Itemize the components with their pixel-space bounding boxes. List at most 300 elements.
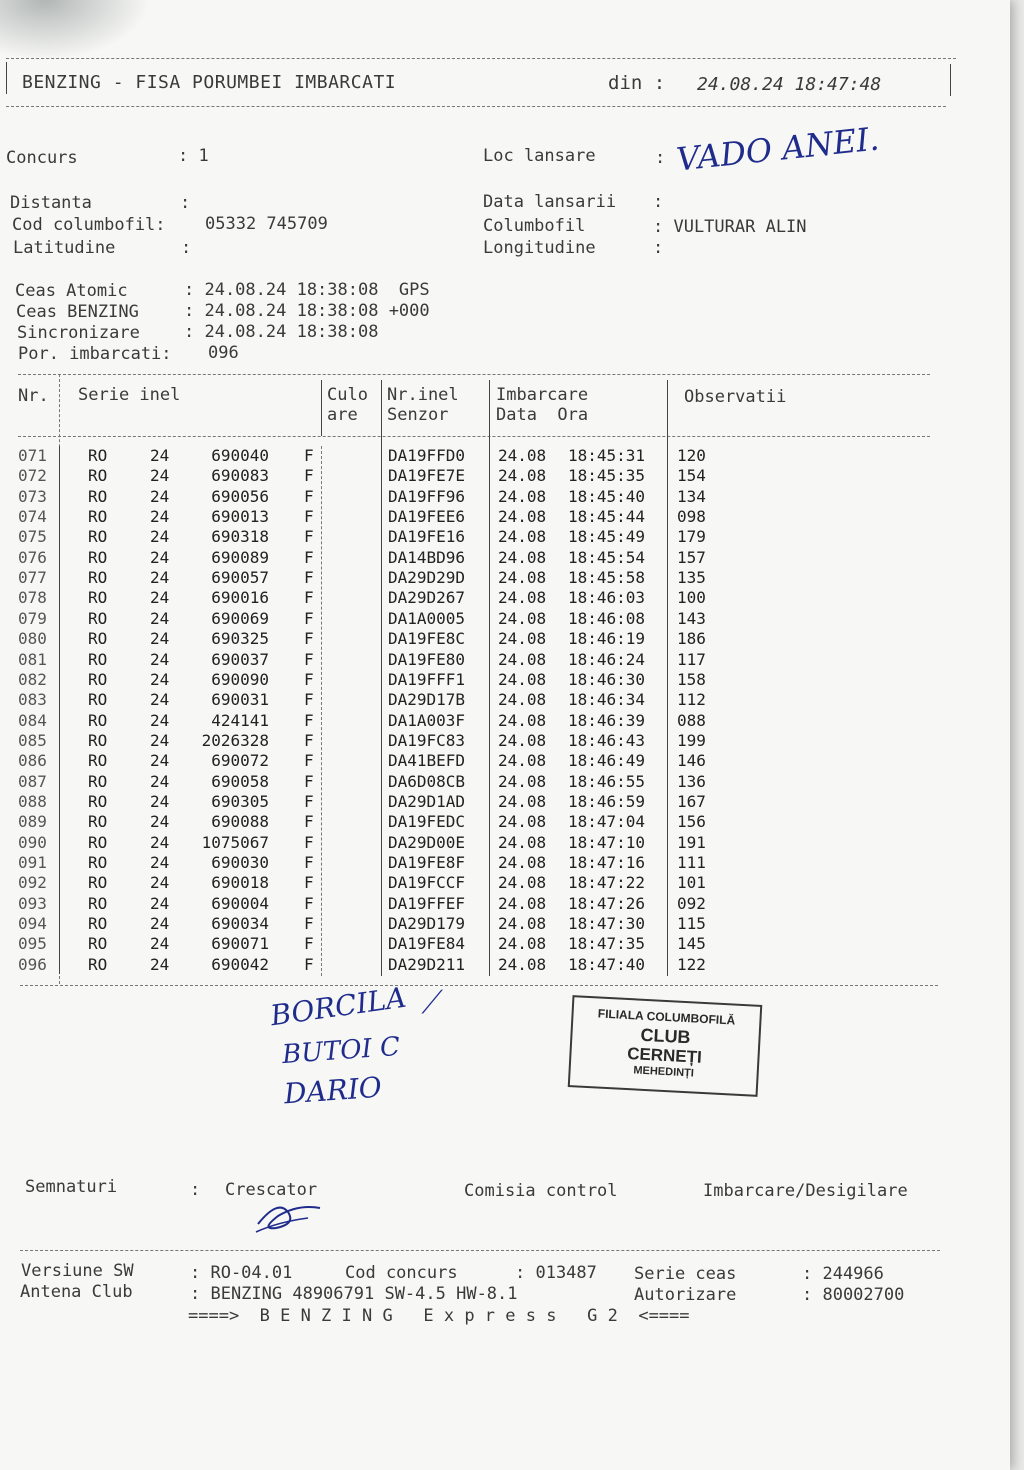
ring-country: RO	[88, 629, 108, 649]
observation: 179	[677, 527, 706, 547]
semnaturi-label: Semnaturi	[25, 1177, 118, 1197]
col-header-culoare-1: Culo	[327, 385, 368, 405]
pigeon-sex: F	[304, 486, 314, 506]
stamp-line-1: FILIALA COLUMBOFILĂ	[597, 1006, 736, 1028]
ring-year: 24	[150, 893, 170, 913]
pigeon-sex: F	[304, 853, 314, 872]
ring-number: 2026328	[201, 730, 269, 750]
pigeon-sex: F	[304, 507, 314, 527]
ring-country: RO	[88, 730, 108, 750]
table-row	[0, 812, 760, 832]
row-number: 086	[18, 751, 47, 771]
table-row	[0, 650, 760, 670]
ring-year: 24	[150, 853, 170, 872]
col-header-imbarcare-1: Imbarcare	[496, 385, 589, 405]
handwritten-initials-1: ⟋	[417, 984, 442, 1021]
crescator-label: Crescator	[225, 1180, 318, 1200]
pigeon-sex: F	[304, 446, 314, 465]
table-row	[0, 527, 760, 547]
pigeon-sex: F	[304, 832, 314, 852]
ring-number: 690088	[211, 812, 269, 832]
ring-year: 24	[150, 832, 170, 852]
boarding-date: 24.08	[498, 527, 547, 547]
stamp-line-4: MEHEDINȚI	[633, 1064, 695, 1080]
ring-year: 24	[150, 751, 170, 771]
longitudine-label: Longitudine	[483, 238, 596, 258]
ring-number: 690030	[211, 853, 269, 872]
pigeon-sex: F	[304, 608, 314, 628]
ring-country: RO	[88, 853, 108, 872]
loc-lansare-label: Loc lansare	[483, 146, 596, 166]
ring-country: RO	[88, 588, 108, 608]
boarding-date: 24.08	[498, 812, 547, 832]
observation: 191	[677, 832, 706, 852]
ring-country: RO	[88, 690, 108, 710]
pigeon-sex: F	[304, 954, 314, 974]
boarding-time: 18:47:40	[568, 954, 646, 974]
sensor-id: DA19FE7E	[388, 466, 466, 486]
ring-number: 690305	[211, 791, 269, 811]
loc-lansare-handwritten: VADO ANEI.	[674, 119, 881, 179]
observation: 112	[677, 690, 706, 710]
ring-number: 424141	[211, 710, 269, 730]
table-row	[0, 772, 760, 792]
sensor-id: DA19FFEF	[388, 893, 466, 913]
observation: 092	[677, 893, 706, 913]
pigeon-sex: F	[304, 527, 314, 547]
sensor-id: DA29D1AD	[388, 791, 466, 811]
row-number: 096	[18, 954, 47, 974]
sensor-id: DA19FE84	[388, 934, 466, 954]
boarding-date: 24.08	[498, 446, 547, 465]
row-number: 090	[18, 832, 47, 852]
boarding-time: 18:47:30	[568, 914, 646, 934]
observation: 117	[677, 649, 706, 669]
boarding-date: 24.08	[498, 649, 547, 669]
ring-year: 24	[150, 690, 170, 710]
observation: 146	[677, 751, 706, 771]
header-top-border	[6, 58, 956, 59]
ring-number: 690037	[211, 649, 269, 669]
table-row	[0, 446, 760, 466]
pigeon-sex: F	[304, 690, 314, 710]
serie-ceas-value: : 244966	[802, 1264, 884, 1284]
ring-country: RO	[88, 893, 108, 913]
sensor-id: DA19FCCF	[388, 873, 466, 893]
serie-ceas-label: Serie ceas	[634, 1264, 737, 1284]
handwritten-name-1: BORCILA	[268, 980, 409, 1033]
sensor-id: DA6D08CB	[388, 771, 466, 791]
col-header-nr: Nr.	[18, 386, 49, 406]
ring-number: 690031	[211, 690, 269, 710]
sensor-id: DA29D267	[388, 588, 466, 608]
ceas-atomic-label: Ceas Atomic	[15, 281, 128, 301]
boarding-date: 24.08	[498, 853, 547, 872]
ring-year: 24	[150, 446, 170, 465]
distanta-value: :	[180, 193, 191, 213]
ceas-benzing-value: : 24.08.24 18:38:08 +000	[184, 301, 430, 321]
row-number: 092	[18, 873, 47, 893]
row-number: 072	[18, 466, 47, 486]
boarding-time: 18:45:44	[568, 507, 646, 527]
boarding-time: 18:46:19	[568, 629, 646, 649]
boarding-time: 18:46:59	[568, 791, 646, 811]
ring-country: RO	[88, 914, 108, 934]
ring-year: 24	[150, 934, 170, 954]
boarding-time: 18:47:26	[568, 893, 646, 913]
ring-number: 690058	[211, 771, 269, 791]
boarding-time: 18:46:55	[568, 771, 646, 791]
boarding-date: 24.08	[498, 771, 547, 791]
boarding-time: 18:47:35	[568, 934, 646, 954]
ring-number: 690040	[211, 446, 269, 465]
ring-country: RO	[88, 791, 108, 811]
latitudine-value: :	[181, 238, 192, 258]
row-number: 077	[18, 568, 47, 588]
data-lansarii-label: Data lansarii	[483, 192, 617, 212]
columbofil-value: : VULTURAR ALIN	[653, 217, 807, 237]
ring-country: RO	[88, 669, 108, 689]
ring-year: 24	[150, 730, 170, 750]
comisia-label: Comisia control	[464, 1181, 618, 1201]
ring-year: 24	[150, 710, 170, 730]
boarding-time: 18:46:43	[568, 730, 646, 750]
observation: 135	[677, 568, 706, 588]
sincronizare-value: : 24.08.24 18:38:08	[184, 322, 379, 342]
boarding-date: 24.08	[498, 914, 547, 934]
ring-number: 690090	[211, 669, 269, 689]
concurs-value: : 1	[178, 146, 209, 166]
antena-club-label: Antena Club	[20, 1282, 133, 1302]
ring-country: RO	[88, 547, 108, 567]
ring-country: RO	[88, 873, 108, 893]
sensor-id: DA41BEFD	[388, 751, 466, 771]
table-row	[0, 629, 760, 649]
table-row	[0, 731, 760, 751]
sensor-id: DA1A003F	[388, 710, 466, 730]
ring-country: RO	[88, 649, 108, 669]
boarding-date: 24.08	[498, 832, 547, 852]
pigeon-sex: F	[304, 669, 314, 689]
ring-country: RO	[88, 486, 108, 506]
footer-top-border	[20, 1250, 940, 1251]
table-top-border	[18, 374, 930, 375]
boarding-time: 18:47:04	[568, 812, 646, 832]
pigeon-sex: F	[304, 873, 314, 893]
pigeon-sex: F	[304, 568, 314, 588]
col-header-serie: Serie inel	[78, 385, 181, 405]
cod-concurs-value: : 013487	[515, 1263, 597, 1283]
boarding-time: 18:45:40	[568, 486, 646, 506]
ring-country: RO	[88, 751, 108, 771]
row-number: 084	[18, 710, 47, 730]
ring-year: 24	[150, 547, 170, 567]
observation: 098	[677, 507, 706, 527]
ceas-benzing-label: Ceas BENZING	[16, 302, 139, 322]
ring-number: 1075067	[201, 832, 269, 852]
boarding-time: 18:46:03	[568, 588, 646, 608]
ring-number: 690013	[211, 507, 269, 527]
ring-number: 690318	[211, 527, 269, 547]
row-number: 091	[18, 853, 47, 872]
ring-number: 690018	[211, 873, 269, 893]
table-row	[0, 548, 760, 568]
handwritten-name-2: BUTOI C	[281, 1031, 402, 1071]
ring-country: RO	[88, 832, 108, 852]
table-row	[0, 914, 760, 934]
boarding-date: 24.08	[498, 568, 547, 588]
ring-country: RO	[88, 934, 108, 954]
ring-year: 24	[150, 608, 170, 628]
crescator-signature	[248, 1194, 328, 1236]
boarding-date: 24.08	[498, 893, 547, 913]
ring-year: 24	[150, 466, 170, 486]
observation: 100	[677, 588, 706, 608]
ring-year: 24	[150, 629, 170, 649]
boarding-date: 24.08	[498, 954, 547, 974]
row-number: 081	[18, 649, 47, 669]
stamp-line-2: CLUB	[640, 1024, 692, 1048]
ring-year: 24	[150, 568, 170, 588]
ring-country: RO	[88, 507, 108, 527]
versiune-sw-value: : RO-04.01	[190, 1263, 293, 1283]
boarding-date: 24.08	[498, 710, 547, 730]
ring-number: 690016	[211, 588, 269, 608]
row-number: 088	[18, 791, 47, 811]
col-header-observatii: Observatii	[684, 387, 787, 407]
pigeon-sex: F	[304, 751, 314, 771]
row-number: 076	[18, 547, 47, 567]
versiune-sw-label: Versiune SW	[21, 1261, 134, 1281]
observation: 145	[677, 934, 706, 954]
boarding-date: 24.08	[498, 507, 547, 527]
corner-shadow	[0, 0, 150, 60]
pigeon-sex: F	[304, 710, 314, 730]
ring-number: 690071	[211, 934, 269, 954]
row-number: 093	[18, 893, 47, 913]
boarding-date: 24.08	[498, 466, 547, 486]
ring-country: RO	[88, 568, 108, 588]
observation: 088	[677, 710, 706, 730]
ring-number: 690089	[211, 547, 269, 567]
distanta-label: Distanta	[10, 193, 92, 213]
observation: 154	[677, 466, 706, 486]
boarding-date: 24.08	[498, 791, 547, 811]
observation: 156	[677, 812, 706, 832]
ceas-atomic-value: : 24.08.24 18:38:08 GPS	[184, 280, 430, 300]
ring-number: 690057	[211, 568, 269, 588]
ring-country: RO	[88, 527, 108, 547]
table-row	[0, 588, 760, 608]
observation: 167	[677, 791, 706, 811]
concurs-label: Concurs	[6, 148, 78, 168]
ring-year: 24	[150, 486, 170, 506]
boarding-date: 24.08	[498, 486, 547, 506]
pigeon-sex: F	[304, 812, 314, 832]
handwritten-name-3: DARIO	[282, 1070, 383, 1111]
row-number: 085	[18, 730, 47, 750]
boarding-date: 24.08	[498, 730, 547, 750]
table-row	[0, 568, 760, 588]
autorizare-label: Autorizare	[634, 1285, 737, 1305]
pigeon-sex: F	[304, 466, 314, 486]
sensor-id: DA1A0005	[388, 608, 466, 628]
row-number: 095	[18, 934, 47, 954]
ring-number: 690072	[211, 751, 269, 771]
table-row	[0, 609, 760, 629]
ring-country: RO	[88, 954, 108, 974]
table-row	[0, 670, 760, 690]
boarding-date: 24.08	[498, 588, 547, 608]
observation: 157	[677, 547, 706, 567]
longitudine-value: :	[653, 238, 664, 258]
ring-year: 24	[150, 527, 170, 547]
table-row	[0, 487, 760, 507]
sensor-id: DA14BD96	[388, 547, 466, 567]
observation: 134	[677, 486, 706, 506]
boarding-time: 18:45:35	[568, 466, 646, 486]
boarding-time: 18:47:22	[568, 873, 646, 893]
imbarcare-desigilare-label: Imbarcare/Desigilare	[703, 1181, 908, 1201]
sensor-id: DA19FE8F	[388, 853, 466, 872]
ring-country: RO	[88, 812, 108, 832]
ring-number: 690083	[211, 466, 269, 486]
row-number: 071	[18, 446, 47, 465]
boarding-date: 24.08	[498, 629, 547, 649]
ring-year: 24	[150, 507, 170, 527]
table-row	[0, 934, 760, 954]
ring-year: 24	[150, 649, 170, 669]
pigeon-sex: F	[304, 547, 314, 567]
boarding-date: 24.08	[498, 873, 547, 893]
boarding-date: 24.08	[498, 608, 547, 628]
observation: 115	[677, 914, 706, 934]
ring-year: 24	[150, 791, 170, 811]
pigeon-sex: F	[304, 730, 314, 750]
sensor-id: DA29D179	[388, 914, 466, 934]
sincronizare-label: Sincronizare	[17, 323, 140, 343]
sensor-id: DA19FFF1	[388, 669, 466, 689]
table-row	[0, 690, 760, 710]
sensor-id: DA19FE16	[388, 527, 466, 547]
sensor-id: DA29D17B	[388, 690, 466, 710]
boarding-time: 18:45:54	[568, 547, 646, 567]
row-number: 087	[18, 771, 47, 791]
boarding-date: 24.08	[498, 751, 547, 771]
sensor-id: DA19FC83	[388, 730, 466, 750]
table-row	[0, 873, 760, 893]
table-row	[0, 711, 760, 731]
boarding-time: 18:46:39	[568, 710, 646, 730]
table-row	[0, 792, 760, 812]
sensor-id: DA19FE80	[388, 649, 466, 669]
table-header-bottom-border	[18, 436, 930, 437]
row-number: 083	[18, 690, 47, 710]
boarding-time: 18:46:24	[568, 649, 646, 669]
boarding-time: 18:46:08	[568, 608, 646, 628]
por-imbarcati-value: 096	[208, 343, 239, 363]
ring-number: 690056	[211, 486, 269, 506]
ring-year: 24	[150, 771, 170, 791]
boarding-time: 18:47:10	[568, 832, 646, 852]
sensor-id: DA19FEE6	[388, 507, 466, 527]
observation: 199	[677, 730, 706, 750]
ring-number: 690069	[211, 608, 269, 628]
sensor-id: DA29D211	[388, 954, 466, 974]
row-number: 078	[18, 588, 47, 608]
ring-country: RO	[88, 466, 108, 486]
cod-concurs-label: Cod concurs	[345, 1263, 458, 1283]
observation: 101	[677, 873, 706, 893]
club-stamp	[568, 995, 763, 1097]
table-bottom-border	[20, 985, 938, 986]
observation: 122	[677, 954, 706, 974]
sensor-id: DA19FE8C	[388, 629, 466, 649]
ring-number: 690034	[211, 914, 269, 934]
header-left-border	[6, 62, 7, 94]
sensor-id: DA19FF96	[388, 486, 466, 506]
ring-year: 24	[150, 812, 170, 832]
col-header-imbarcare-2: Data Ora	[496, 405, 589, 425]
boarding-time: 18:45:31	[568, 446, 646, 465]
document-title: BENZING - FISA PORUMBEI IMBARCATI	[22, 72, 397, 93]
row-number: 080	[18, 629, 47, 649]
pigeon-sex: F	[304, 914, 314, 934]
row-number: 075	[18, 527, 47, 547]
boarding-time: 18:45:49	[568, 527, 646, 547]
stamp-line-3: CERNEȚI	[626, 1044, 703, 1067]
table-row	[0, 466, 760, 486]
boarding-time: 18:45:58	[568, 568, 646, 588]
pigeon-sex: F	[304, 771, 314, 791]
col-header-nrinel-2: Senzor	[387, 405, 449, 425]
columbofil-label: Columbofil	[483, 216, 586, 236]
row-number: 079	[18, 608, 47, 628]
table-row	[0, 833, 760, 853]
pigeon-sex: F	[304, 893, 314, 913]
header-right-border	[950, 64, 951, 96]
row-number: 074	[18, 507, 47, 527]
autorizare-value: : 80002700	[802, 1285, 905, 1305]
observation: 186	[677, 629, 706, 649]
por-imbarcati-label: Por. imbarcati:	[18, 344, 172, 364]
ring-country: RO	[88, 446, 108, 465]
antena-club-value: : BENZING 48906791 SW-4.5 HW-8.1	[190, 1284, 518, 1304]
row-number: 082	[18, 669, 47, 689]
sensor-id: DA29D29D	[388, 568, 466, 588]
boarding-date: 24.08	[498, 934, 547, 954]
observation: 158	[677, 669, 706, 689]
boarding-time: 18:46:49	[568, 751, 646, 771]
observation: 143	[677, 608, 706, 628]
row-number: 089	[18, 812, 47, 832]
boarding-date: 24.08	[498, 547, 547, 567]
boarding-time: 18:47:16	[568, 853, 646, 872]
observation: 136	[677, 771, 706, 791]
col-line-culoare	[321, 380, 322, 436]
print-date: 24.08.24 18:47:48	[697, 74, 882, 95]
header-bottom-border	[6, 106, 946, 107]
boarding-time: 18:46:34	[568, 690, 646, 710]
boarding-date: 24.08	[498, 690, 547, 710]
table-row	[0, 955, 760, 975]
col-header-culoare-2: are	[327, 405, 358, 425]
ring-number: 690325	[211, 629, 269, 649]
ring-year: 24	[150, 669, 170, 689]
ring-number: 690042	[211, 954, 269, 974]
sensor-id: DA29D00E	[388, 832, 466, 852]
table-row	[0, 853, 760, 873]
